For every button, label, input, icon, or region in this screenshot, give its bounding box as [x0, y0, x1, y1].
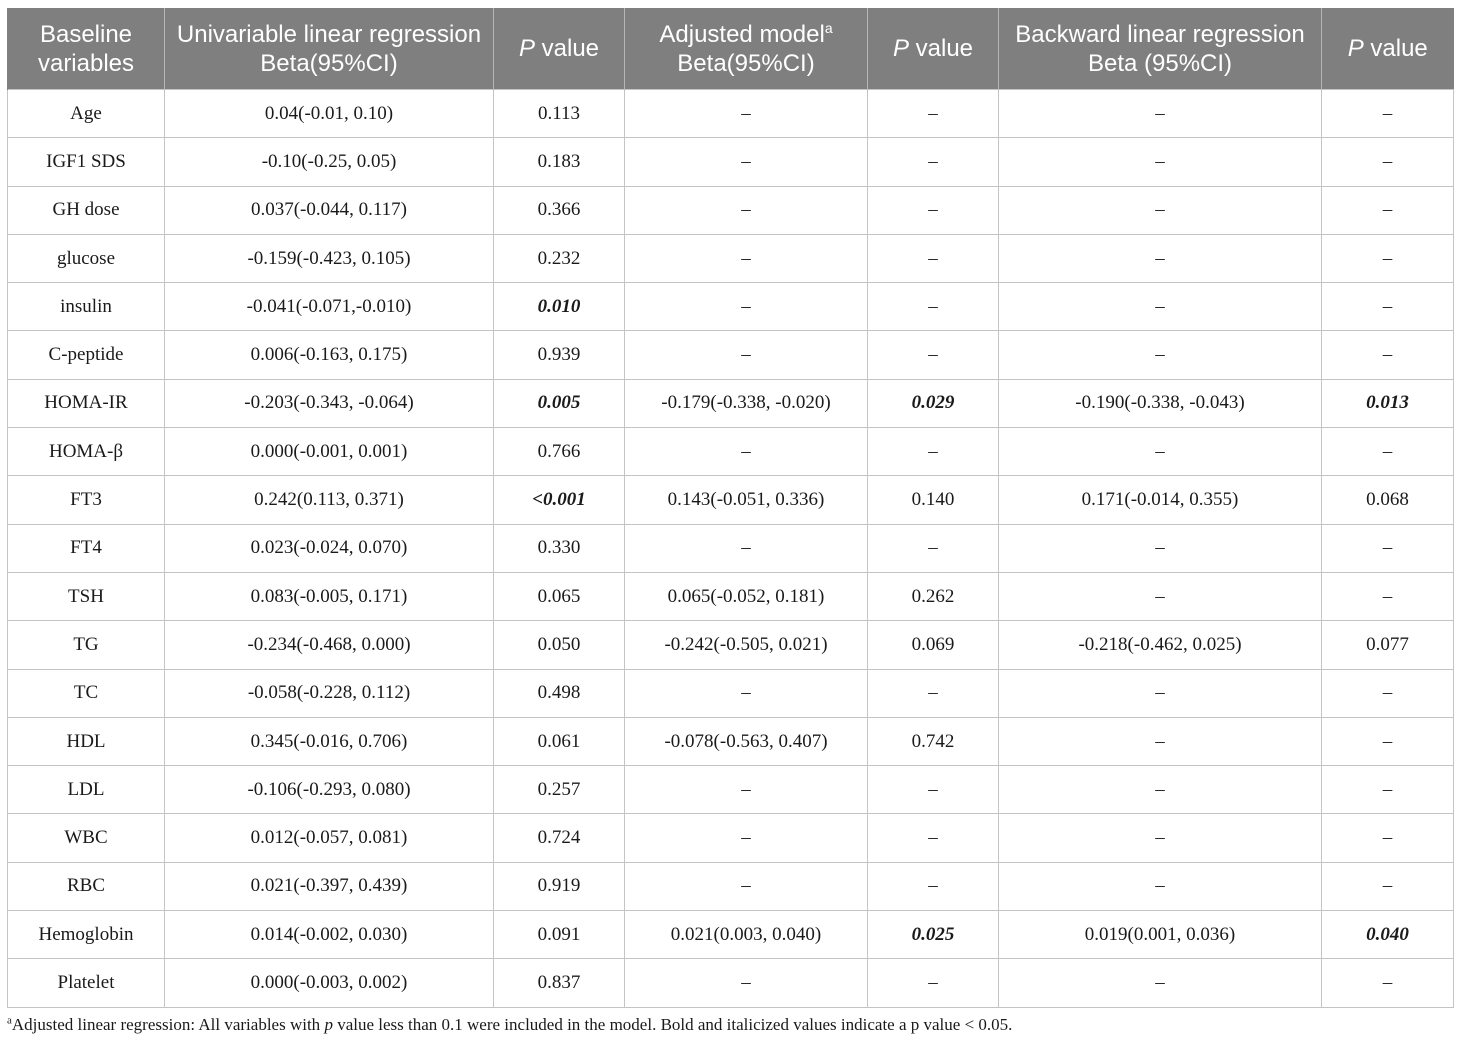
- cell-univariable-p: 0.330: [494, 524, 625, 572]
- cell-adjusted-p: 0.140: [868, 476, 999, 524]
- cell-adjusted-p: –: [868, 428, 999, 476]
- cell-univariable-beta: 0.037(-0.044, 0.117): [165, 186, 494, 234]
- cell-univariable-beta: 0.083(-0.005, 0.171): [165, 572, 494, 620]
- cell-univariable-beta: -0.041(-0.071,-0.010): [165, 283, 494, 331]
- cell-variable: glucose: [8, 234, 165, 282]
- cell-backward-beta: –: [999, 669, 1322, 717]
- cell-backward-p: 0.013: [1322, 379, 1454, 427]
- cell-adjusted-beta: -0.078(-0.563, 0.407): [625, 717, 868, 765]
- cell-variable: FT4: [8, 524, 165, 572]
- table-row: [8, 379, 1454, 427]
- cell-adjusted-beta: –: [625, 90, 868, 138]
- cell-variable: FT3: [8, 476, 165, 524]
- cell-univariable-p: 0.010: [494, 283, 625, 331]
- cell-univariable-beta: 0.006(-0.163, 0.175): [165, 331, 494, 379]
- cell-adjusted-p: –: [868, 186, 999, 234]
- cell-univariable-beta: 0.014(-0.002, 0.030): [165, 911, 494, 959]
- cell-variable: Hemoglobin: [8, 911, 165, 959]
- cell-backward-p: –: [1322, 862, 1454, 910]
- cell-adjusted-beta: -0.179(-0.338, -0.020): [625, 379, 868, 427]
- header-backward-beta: Backward linear regression Beta (95%CI): [999, 8, 1322, 90]
- cell-variable: TSH: [8, 572, 165, 620]
- cell-backward-p: 0.068: [1322, 476, 1454, 524]
- cell-backward-beta: –: [999, 572, 1322, 620]
- cell-backward-beta: –: [999, 186, 1322, 234]
- cell-adjusted-beta: –: [625, 283, 868, 331]
- cell-backward-p: –: [1322, 234, 1454, 282]
- cell-adjusted-p: –: [868, 814, 999, 862]
- cell-backward-beta: –: [999, 524, 1322, 572]
- table-row: [8, 669, 1454, 717]
- cell-univariable-beta: -0.10(-0.25, 0.05): [165, 138, 494, 186]
- table-row: [8, 572, 1454, 620]
- table-row: [8, 717, 1454, 765]
- cell-backward-p: –: [1322, 90, 1454, 138]
- cell-univariable-beta: 0.04(-0.01, 0.10): [165, 90, 494, 138]
- cell-adjusted-p: –: [868, 90, 999, 138]
- cell-variable: WBC: [8, 814, 165, 862]
- cell-backward-p: –: [1322, 331, 1454, 379]
- cell-variable: TG: [8, 621, 165, 669]
- cell-variable: IGF1 SDS: [8, 138, 165, 186]
- cell-univariable-p: 0.766: [494, 428, 625, 476]
- cell-variable: LDL: [8, 766, 165, 814]
- cell-backward-p: 0.040: [1322, 911, 1454, 959]
- cell-univariable-p: 0.065: [494, 572, 625, 620]
- cell-adjusted-beta: –: [625, 428, 868, 476]
- cell-variable: HDL: [8, 717, 165, 765]
- table-row: [8, 331, 1454, 379]
- cell-univariable-beta: 0.012(-0.057, 0.081): [165, 814, 494, 862]
- cell-backward-p: –: [1322, 283, 1454, 331]
- cell-backward-beta: –: [999, 862, 1322, 910]
- cell-univariable-beta: -0.058(-0.228, 0.112): [165, 669, 494, 717]
- cell-backward-beta: –: [999, 766, 1322, 814]
- cell-univariable-beta: -0.106(-0.293, 0.080): [165, 766, 494, 814]
- cell-univariable-p: 0.091: [494, 911, 625, 959]
- table-row: [8, 766, 1454, 814]
- cell-adjusted-p: –: [868, 331, 999, 379]
- cell-adjusted-beta: –: [625, 814, 868, 862]
- cell-univariable-beta: -0.203(-0.343, -0.064): [165, 379, 494, 427]
- table-row: [8, 959, 1454, 1007]
- cell-adjusted-p: –: [868, 669, 999, 717]
- cell-backward-p: 0.077: [1322, 621, 1454, 669]
- cell-adjusted-p: –: [868, 138, 999, 186]
- cell-variable: insulin: [8, 283, 165, 331]
- footnote-italic-p: p: [324, 1015, 333, 1034]
- cell-univariable-p: 0.366: [494, 186, 625, 234]
- cell-adjusted-beta: –: [625, 186, 868, 234]
- cell-adjusted-p: 0.025: [868, 911, 999, 959]
- cell-adjusted-beta: 0.143(-0.051, 0.336): [625, 476, 868, 524]
- cell-univariable-beta: 0.345(-0.016, 0.706): [165, 717, 494, 765]
- cell-backward-beta: –: [999, 959, 1322, 1007]
- cell-backward-p: –: [1322, 524, 1454, 572]
- cell-adjusted-p: 0.262: [868, 572, 999, 620]
- cell-univariable-p: 0.498: [494, 669, 625, 717]
- header-baseline-variables: Baseline variables: [8, 8, 165, 90]
- table-row: [8, 524, 1454, 572]
- cell-univariable-p: <0.001: [494, 476, 625, 524]
- cell-univariable-beta: 0.242(0.113, 0.371): [165, 476, 494, 524]
- header-backward-p-value: P value: [1322, 8, 1454, 90]
- table-row: [8, 428, 1454, 476]
- cell-variable: RBC: [8, 862, 165, 910]
- table-row: [8, 911, 1454, 959]
- cell-backward-p: –: [1322, 186, 1454, 234]
- cell-adjusted-p: –: [868, 524, 999, 572]
- regression-table: [7, 8, 1454, 1008]
- cell-variable: C-peptide: [8, 331, 165, 379]
- cell-univariable-p: 0.183: [494, 138, 625, 186]
- cell-backward-beta: –: [999, 283, 1322, 331]
- table-row: [8, 138, 1454, 186]
- cell-backward-beta: -0.218(-0.462, 0.025): [999, 621, 1322, 669]
- cell-univariable-p: 0.257: [494, 766, 625, 814]
- cell-backward-p: –: [1322, 766, 1454, 814]
- cell-backward-beta: –: [999, 814, 1322, 862]
- cell-backward-p: –: [1322, 138, 1454, 186]
- cell-backward-p: –: [1322, 959, 1454, 1007]
- cell-adjusted-beta: 0.021(0.003, 0.040): [625, 911, 868, 959]
- cell-univariable-p: 0.724: [494, 814, 625, 862]
- cell-adjusted-beta: –: [625, 959, 868, 1007]
- cell-adjusted-p: –: [868, 766, 999, 814]
- table-row: [8, 621, 1454, 669]
- cell-adjusted-p: 0.742: [868, 717, 999, 765]
- cell-adjusted-p: 0.069: [868, 621, 999, 669]
- cell-univariable-beta: 0.000(-0.001, 0.001): [165, 428, 494, 476]
- cell-adjusted-p: –: [868, 862, 999, 910]
- header-adjusted-p-value: P value: [868, 8, 999, 90]
- cell-backward-beta: –: [999, 234, 1322, 282]
- table-row: [8, 234, 1454, 282]
- footnote-marker: a: [7, 1014, 12, 1027]
- cell-adjusted-beta: 0.065(-0.052, 0.181): [625, 572, 868, 620]
- table-row: [8, 283, 1454, 331]
- cell-univariable-p: 0.005: [494, 379, 625, 427]
- cell-backward-p: –: [1322, 572, 1454, 620]
- cell-variable: HOMA-IR: [8, 379, 165, 427]
- cell-backward-beta: –: [999, 138, 1322, 186]
- cell-backward-beta: –: [999, 90, 1322, 138]
- cell-univariable-beta: 0.023(-0.024, 0.070): [165, 524, 494, 572]
- footnote-text-before: Adjusted linear regression: All variables with: [11, 1015, 325, 1034]
- header-adjusted-beta: Adjusted model$^a$ Beta(95%CI): [625, 8, 868, 90]
- cell-univariable-p: 0.837: [494, 959, 625, 1007]
- cell-univariable-p: 0.232: [494, 234, 625, 282]
- cell-adjusted-beta: –: [625, 524, 868, 572]
- cell-variable: GH dose: [8, 186, 165, 234]
- cell-backward-beta: –: [999, 428, 1322, 476]
- cell-adjusted-p: –: [868, 283, 999, 331]
- regression-table-container: [7, 8, 1453, 1008]
- cell-backward-beta: -0.190(-0.338, -0.043): [999, 379, 1322, 427]
- table-row: [8, 814, 1454, 862]
- table-row: [8, 90, 1454, 138]
- cell-univariable-beta: -0.234(-0.468, 0.000): [165, 621, 494, 669]
- footnote-text-after: value less than 0.1 were included in the model. Bold and italicized values indicate a p value < 0.05.: [332, 1015, 1013, 1034]
- cell-adjusted-beta: –: [625, 766, 868, 814]
- cell-univariable-p: 0.919: [494, 862, 625, 910]
- table-row: [8, 186, 1454, 234]
- cell-backward-p: –: [1322, 669, 1454, 717]
- cell-variable: Platelet: [8, 959, 165, 1007]
- cell-backward-beta: 0.171(-0.014, 0.355): [999, 476, 1322, 524]
- cell-variable: Age: [8, 90, 165, 138]
- cell-backward-beta: –: [999, 717, 1322, 765]
- cell-adjusted-beta: –: [625, 138, 868, 186]
- cell-adjusted-p: 0.029: [868, 379, 999, 427]
- cell-univariable-p: 0.050: [494, 621, 625, 669]
- header-univariable-p-value: P value: [494, 8, 625, 90]
- cell-univariable-p: 0.939: [494, 331, 625, 379]
- cell-univariable-beta: -0.159(-0.423, 0.105): [165, 234, 494, 282]
- cell-univariable-beta: 0.000(-0.003, 0.002): [165, 959, 494, 1007]
- header-univariable-beta: Univariable linear regression Beta(95%CI): [165, 8, 494, 90]
- cell-adjusted-beta: –: [625, 234, 868, 282]
- cell-adjusted-beta: –: [625, 862, 868, 910]
- cell-adjusted-p: –: [868, 234, 999, 282]
- table-row: [8, 862, 1454, 910]
- cell-backward-p: –: [1322, 814, 1454, 862]
- cell-backward-beta: –: [999, 331, 1322, 379]
- cell-univariable-beta: 0.021(-0.397, 0.439): [165, 862, 494, 910]
- cell-univariable-p: 0.061: [494, 717, 625, 765]
- cell-variable: HOMA-β: [8, 428, 165, 476]
- cell-backward-beta: 0.019(0.001, 0.036): [999, 911, 1322, 959]
- table-footnote: [7, 1015, 1453, 1035]
- cell-backward-p: –: [1322, 428, 1454, 476]
- cell-univariable-p: 0.113: [494, 90, 625, 138]
- table-header-row: [8, 8, 1454, 90]
- table-row: [8, 476, 1454, 524]
- cell-adjusted-beta: -0.242(-0.505, 0.021): [625, 621, 868, 669]
- cell-variable: TC: [8, 669, 165, 717]
- cell-adjusted-beta: –: [625, 331, 868, 379]
- cell-adjusted-beta: –: [625, 669, 868, 717]
- cell-adjusted-p: –: [868, 959, 999, 1007]
- cell-backward-p: –: [1322, 717, 1454, 765]
